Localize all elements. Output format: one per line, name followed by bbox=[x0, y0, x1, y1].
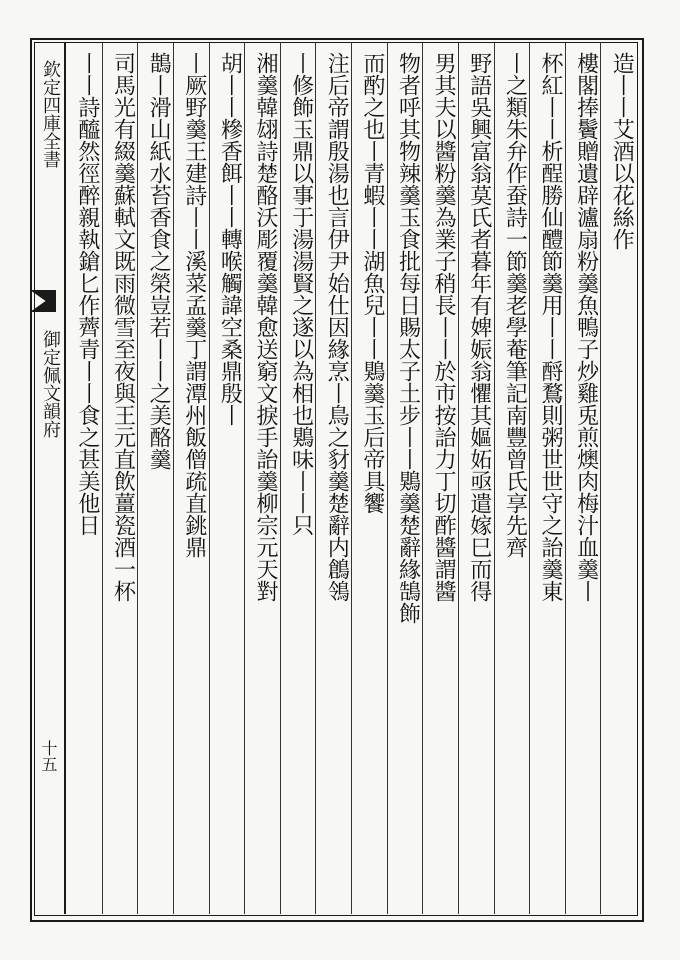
column-rule bbox=[315, 42, 316, 914]
column-rule bbox=[422, 42, 423, 914]
column-rule bbox=[565, 42, 566, 914]
book-title: 御定佩文韻府 bbox=[40, 330, 61, 438]
text-column: 注后帝謂殷湯也言伊尹始仕因緣烹丨鳥之豺羹楚辭内鶬鴒 bbox=[324, 52, 350, 602]
column-rule bbox=[387, 42, 388, 914]
text-column: 丨修飾玉鼎以事于湯湯賢之遂以為相也鶪味丨丨只 bbox=[288, 52, 314, 536]
text-column: 鵲丨滑山紙水苔香食之榮豈若丨丨之美酪羹 bbox=[146, 52, 172, 470]
text-column: 物者呼其物辣羹玉食批每日賜太子土步丨丨鶪羹楚辭緣鵠飾 bbox=[395, 52, 421, 624]
text-column: 男其夫以醬粉羹為業子稍長丨丨於市按詒力丁切酢醬謂醬 bbox=[431, 52, 457, 602]
page-number: 十五 bbox=[39, 740, 58, 772]
column-rule bbox=[102, 42, 103, 914]
column-rule bbox=[280, 42, 281, 914]
column-rule bbox=[529, 42, 530, 914]
column-rule bbox=[458, 42, 459, 914]
text-column: 杯紅丨丨析酲勝仙醴節羹用丨丨酹鶩則粥世世守之詒羹東 bbox=[537, 52, 563, 602]
text-column: 丨厥野羹王建詩丨丨溪菜孟羹丁謂潭州飯僧疏直銚鼎 bbox=[181, 52, 207, 558]
column-rule bbox=[137, 42, 138, 914]
text-column: 而酌之也丨青蝦丨丨湖魚兒丨丨鶪羹玉后帝具饗 bbox=[359, 52, 385, 514]
text-column: 樓閣捧鬢贈遺辟瀘扇粉羹魚鴨子炒雞兎煎燠肉梅汁血羹丨 bbox=[573, 52, 599, 602]
column-rule bbox=[209, 42, 210, 914]
text-column: 胡丨丨糝香餌丨丨轉喉觸諱空桑鼎殷丨 bbox=[217, 52, 243, 426]
text-column: 湘羹韓翃詩楚酪沃彫覆羹韓愈送窮文捩手詒羹柳宗元天對 bbox=[252, 52, 278, 602]
column-rule bbox=[351, 42, 352, 914]
column-rule bbox=[173, 42, 174, 914]
text-column: 野語吳興富翁莫氏者暮年有婢娠翁懼其嫗妬亟遣嫁巳而得 bbox=[466, 52, 492, 602]
column-rule bbox=[244, 42, 245, 914]
column-rule bbox=[494, 42, 495, 914]
text-column: 造丨丨艾酒以花絲作 bbox=[609, 52, 635, 250]
column-rule bbox=[600, 42, 601, 914]
text-column: 丨之類朱弁作蚕詩一節羹老學菴筆記南豐曾氏享先齊 bbox=[502, 52, 528, 558]
margin-separator bbox=[64, 42, 66, 914]
text-column: 司馬光有綴羹蘇軾文既雨微雪至夜與王元直飲薑瓷酒一杯 bbox=[110, 52, 136, 602]
text-column: 丨丨詩醯然徑醉親執鎗匕作薺青丨丨食之甚美他日 bbox=[74, 52, 100, 536]
series-title: 欽定四庫全書 bbox=[40, 60, 61, 168]
